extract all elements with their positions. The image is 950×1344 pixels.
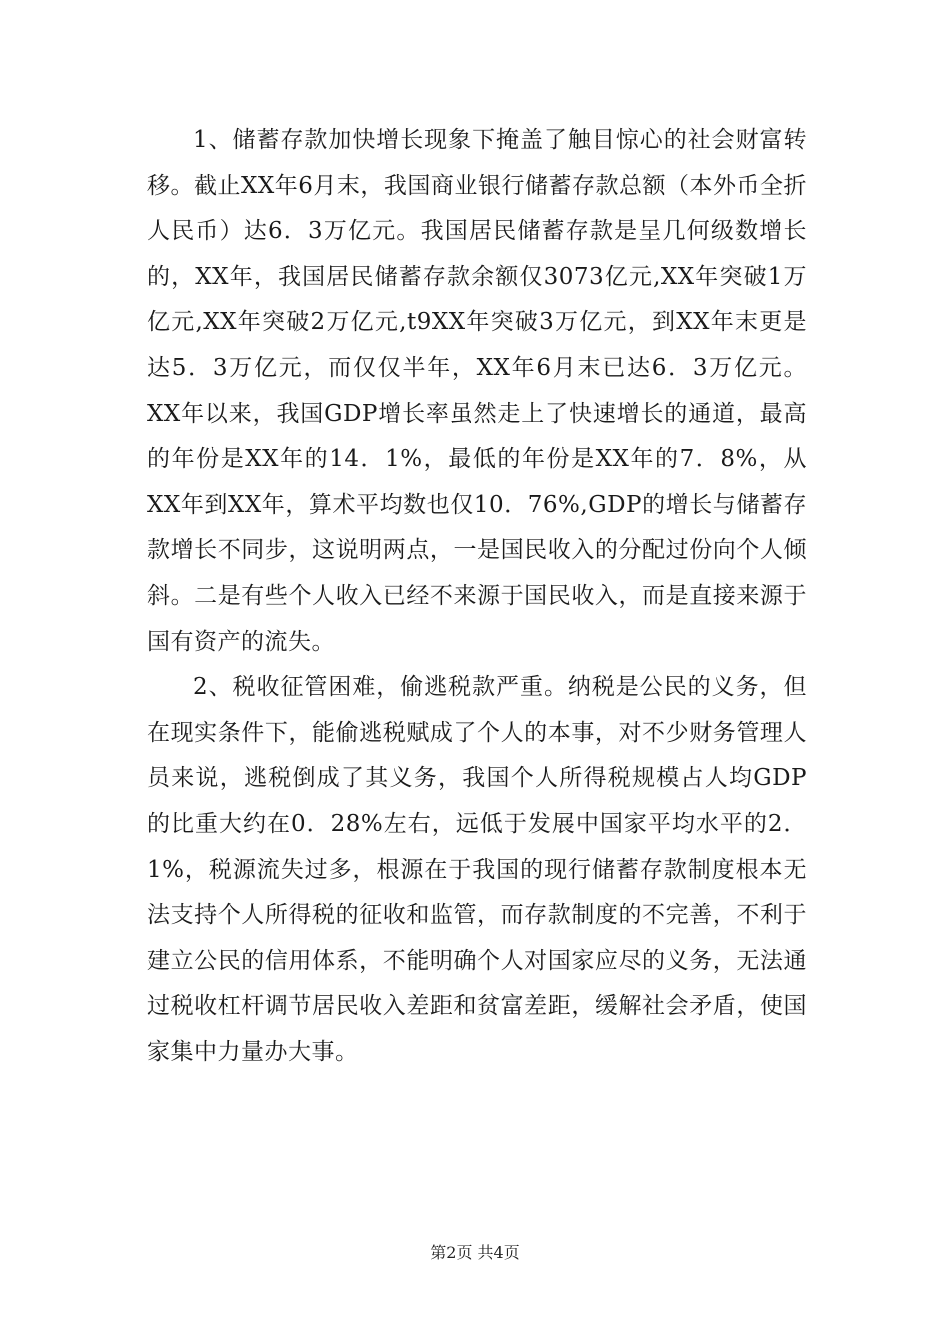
paragraph-1: 1、储蓄存款加快增长现象下掩盖了触目惊心的社会财富转移。截止XX年6月末，我国商业银行储蓄存款总额（本外币全折人民币）达6．3万亿元。我国居民储蓄存款是呈几何级数增长的，XX年，我国居民储蓄存款余额仅3073亿元,XX年突破1万亿元,XX年突破2万亿元,t9XX年突破3万亿元，到XX年末更是达5．3万亿元，而仅仅半年，XX年6月末已达6．3万亿元。XX年以来，我国GDP增长率虽然走上了快速增长的通道，最高的年份是XX年的14．1%，最低的年份是XX年的7．8%，从XX年到XX年，算术平均数也仅10．76%,GDP的增长与储蓄存款增长不同步，这说明两点，一是国民收入的分配过份向个人倾斜。二是有些个人收入已经不来源于国民收入，而是直接来源于国有资产的流失。 xyxy=(147,127,807,655)
paragraph-2: 2、税收征管困难，偷逃税款严重。纳税是公民的义务，但在现实条件下，能偷逃税赋成了个人的本事，对不少财务管理人员来说，逃税倒成了其义务，我国个人所得税规模占人均GDP的比重大约在0．28%左右，远低于发展中国家平均水平的2．1%，税源流失过多，根源在于我国的现行储蓄存款制度根本无法支持个人所得税的征收和监管，而存款制度的不完善，不利于建立公民的信用体系，不能明确个人对国家应尽的义务，无法通过税收杠杆调节居民收入差距和贫富差距，缓解社会矛盾，使国家集中力量办大事。 xyxy=(147,674,807,1065)
document-body xyxy=(147,118,807,1075)
page-footer: 第2页 共4页 xyxy=(430,1243,520,1262)
